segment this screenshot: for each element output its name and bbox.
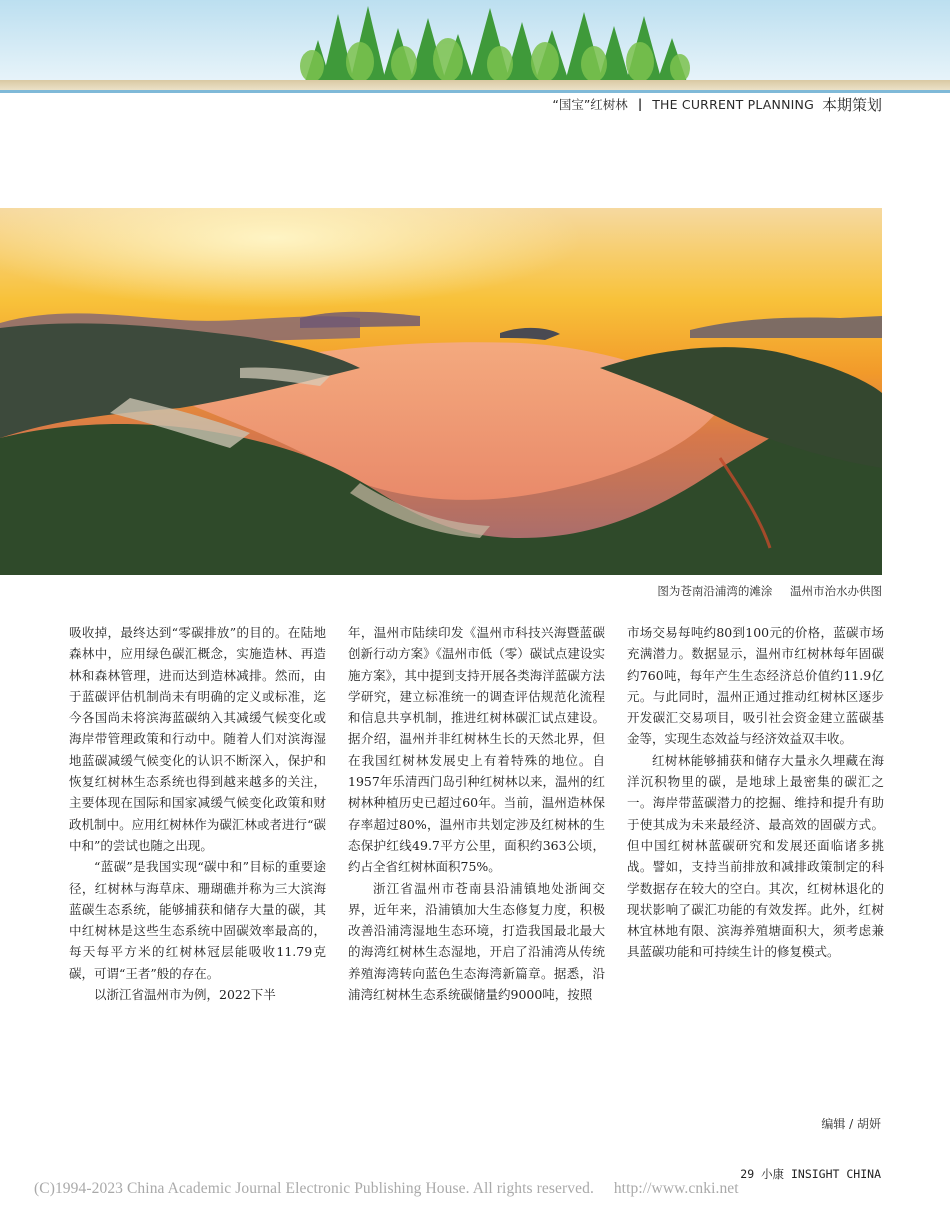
copyright-line bbox=[34, 1180, 739, 1198]
paragraph: 年，温州市陆续印发《温州市科技兴海暨蓝碳创新行动方案》《温州市低（零）碳试点建设实施方案》，其中提到支持开展各类海洋蓝碳方法学研究，建立标准统一的调查评估规范化流程和信息共享机制，推进红树林碳汇试点建设。据介绍，温州并非红树林生长的天然北界，但在我国红树林发展史上有着特殊的地位。自1957年乐清西门岛引种红树林以来，温州的红树林种植历史已超过60年。当前，温州造林保存率超过80%，温州市共划定涉及红树林的生态保护红线49.7平方公里，面积约363公顷，约占全省红树林面积75%。 bbox=[348, 625, 605, 875]
header-banner bbox=[0, 0, 950, 92]
caption-text: 图为苍南沿浦湾的滩涂 bbox=[657, 584, 773, 598]
paragraph: 浙江省温州市苍南县沿浦镇地处浙闽交界，近年来，沿浦镇加大生态修复力度，积极改善沿浦湾湿地生态环境，打造我国最北最大的海湾红树林生态湿地，开启了沿浦湾从传统养殖海湾转向蓝色生态海湾新篇章。据悉，沿浦湾红树林生态系统碳储量约9000吨，按照 bbox=[348, 880, 605, 1003]
sunset-bay-photo bbox=[0, 208, 882, 575]
paragraph: 吸收掉，最终达到“零碳排放”的目的。在陆地森林中，应用绿色碳汇概念，实施造林、再造林和森林管理，进而达到造林减排。然而，由于蓝碳评估机制尚未有明确的定义或标准，迄今各国尚未将滨海蓝碳纳入其减缓气候变化或海岸带管理政策和行动中。随着人们对滨海湿地蓝碳减缓气候变化的认识不断深入，保护和恢复红树林生态系统也得到越来越多的关注，主要体现在国际和国家减缓气候变化政策和财政机制中。应用红树林作为碳汇林或者进行“碳中和”的尝试也随之出现。 bbox=[69, 625, 326, 853]
body-column-2 bbox=[348, 622, 605, 1005]
body-column-1 bbox=[69, 622, 326, 1005]
body-column-3 bbox=[627, 622, 884, 963]
series-title-cn: “国宝”红树林 bbox=[552, 97, 628, 112]
section-label: 本期策划 bbox=[821, 95, 882, 114]
paragraph: 以浙江省温州市为例，2022下半 bbox=[94, 987, 276, 1003]
page-folio bbox=[740, 1166, 881, 1182]
magazine-name: 小康 INSIGHT CHINA bbox=[761, 1167, 881, 1181]
paragraph: 市场交易每吨约80到100元的价格，蓝碳市场充满潜力。数据显示，温州市红树林每年固碳约760吨，每年产生生态经济总价值约11.9亿元。与此同时，温州正通过推动红树林区逐步开发碳汇交易项目，吸引社会资金建立蓝碳基金等，实现生态效益与经济效益双丰收。 bbox=[627, 625, 884, 747]
running-header bbox=[552, 95, 882, 113]
header-separator: | bbox=[637, 97, 643, 111]
tree-banner-icon bbox=[0, 0, 950, 92]
photo-caption bbox=[657, 583, 882, 601]
series-title-en: THE CURRENT PLANNING bbox=[652, 96, 814, 112]
caption-credit: 温州市治水办供图 bbox=[790, 584, 882, 598]
paragraph: 红树林能够捕获和储存大量永久埋藏在海洋沉积物里的碳，是地球上最密集的碳汇之一。海岸带蓝碳潜力的挖掘、维持和提升有助于使其成为未来最经济、最高效的固碳方式。但中国红树林蓝碳研究和发展还面临诸多挑战。譬如，支持当前排放和减排政策制定的科学数据存在较大的空白。其次，红树林退化的现状影响了碳汇功能的有效发挥。此外，红树林宜林地有限、滨海养殖塘面积大，须考虑兼具蓝碳功能和可持续生计的修复模式。 bbox=[627, 752, 884, 960]
paragraph: “蓝碳”是我国实现“碳中和”目标的重要途径，红树林与海草床、珊瑚礁并称为三大滨海蓝碳生态系统，能够捕获和储存大量的碳，其中红树林是这些生态系统中固碳效率最高的，每天每平方米的红树林冠层能吸收11.79克碳，可谓“王者”般的存在。 bbox=[69, 859, 326, 981]
website-link[interactable]: http://www.cnki.net bbox=[613, 1180, 739, 1197]
copyright-text: (C)1994-2023 China Academic Journal Electronic Publishing House. All rights reserved. bbox=[34, 1180, 594, 1197]
page-number: 29 bbox=[740, 1167, 755, 1181]
editor-credit: 编辑 / 胡妍 bbox=[821, 1117, 881, 1131]
